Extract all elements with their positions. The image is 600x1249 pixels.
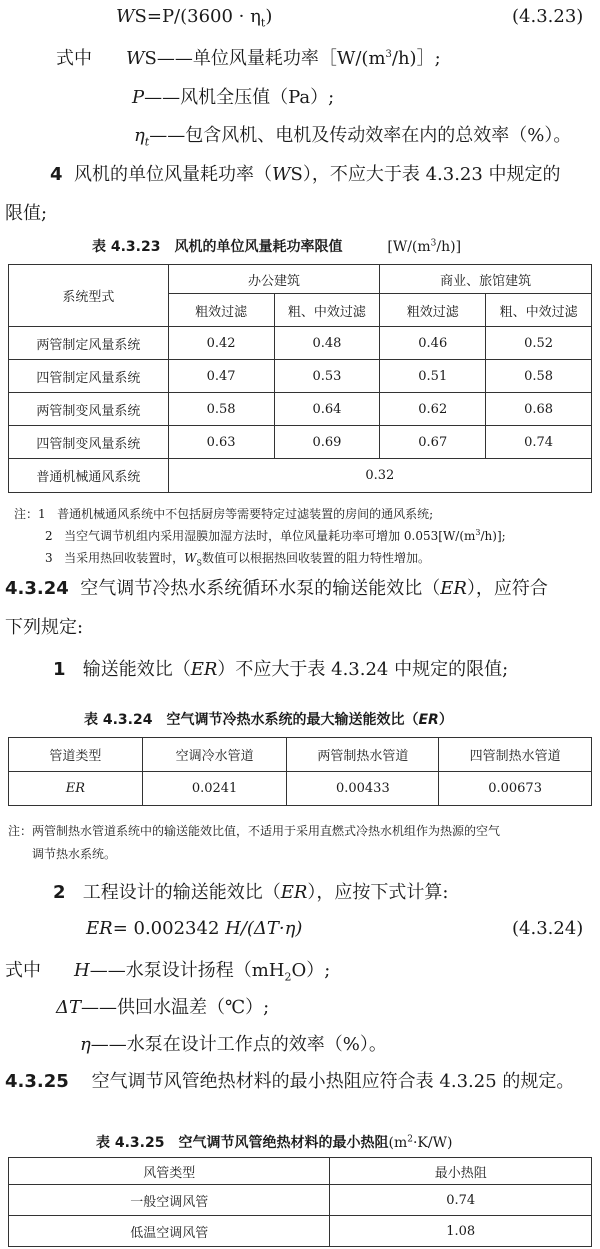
header-chilled-water: 空调冷水管道: [142, 738, 287, 772]
caption-unit: [387, 239, 461, 255]
caption-text: 表 4.3.23 风机的单位风量耗功率限值: [92, 239, 343, 255]
row-name: 低温空调风管: [9, 1216, 330, 1247]
clause-4-line1: [50, 160, 561, 186]
equation-4-3-23: [116, 6, 272, 30]
cell-value: 0.64: [274, 393, 380, 426]
where-label: 式中: [56, 48, 92, 69]
header-coarse: 粗效过滤: [380, 294, 486, 327]
def-h: [74, 956, 330, 984]
row-name: [9, 772, 143, 806]
cell-value: 0.46: [380, 327, 486, 360]
table-4-3-25-caption: [96, 1132, 452, 1152]
note-prefix: 注：1: [14, 507, 46, 521]
cell-value: 0.74: [486, 426, 592, 459]
def-ws-desc: ——单位风量耗功率［W/(m: [156, 48, 386, 69]
note-var: W: [184, 551, 197, 565]
note-4-3-24-line2: 调节热水系统。: [32, 847, 117, 861]
eq-var: W: [116, 6, 135, 27]
def-p: [132, 83, 334, 109]
clause-4-3-24-2: [53, 878, 448, 904]
def-eta-desc: ——包含风机、电机及传动效率在内的总效率（%）。: [149, 125, 572, 146]
note-text: 当采用热回收装置时，: [64, 551, 185, 565]
clause-4-3-24-1: [53, 655, 508, 681]
clause-var: ER: [190, 659, 218, 680]
def-eta-sub: t: [144, 135, 150, 149]
def-eta-var: η: [134, 125, 145, 146]
caption-unit: [388, 1135, 452, 1151]
equation-number: (4.3.23): [512, 6, 584, 27]
header-medium: 粗、中效过滤: [486, 294, 592, 327]
cell-value: 0.48: [274, 327, 380, 360]
note-number: 2: [45, 529, 53, 543]
section-4-3-24-line1: [5, 574, 548, 600]
def-h-var: H: [74, 960, 90, 981]
clause-number: 4: [50, 164, 63, 185]
table-4-3-25: [8, 1157, 592, 1247]
cell-value: 0.0241: [142, 772, 287, 806]
note-number: 3: [45, 551, 53, 565]
table-row: [9, 1185, 592, 1216]
def-eta-var: η: [80, 1034, 91, 1055]
eq-rhs: =P/(3600 · η: [146, 6, 261, 27]
header-medium: 粗、中效过滤: [274, 294, 380, 327]
table-row: [9, 393, 592, 426]
header-system-type: 系统型式: [9, 265, 169, 327]
equation-number: (4.3.24): [512, 918, 584, 939]
cell-value: 0.68: [486, 393, 592, 426]
def-ws-sup: 3: [385, 49, 392, 60]
def-ws: [126, 44, 441, 70]
caption-unit-text: ·K/W): [412, 1135, 453, 1151]
def-dt: [56, 993, 269, 1019]
section-number: 4.3.25: [5, 1071, 69, 1092]
header-four-pipe-hot: 四管制热水管道: [439, 738, 592, 772]
eq-rhs-close: ): [265, 6, 273, 27]
caption-unit-text: /h)]: [436, 239, 462, 255]
eq-mid: = 0.002342: [112, 918, 226, 939]
note-3: [45, 549, 430, 567]
table-4-3-24-caption: [84, 709, 453, 729]
eq-sub: S: [134, 6, 147, 27]
cell-value: 0.53: [274, 360, 380, 393]
def-dt-desc: ——供回水温差（℃）;: [81, 997, 270, 1018]
clause-text: 输送能效比（: [82, 659, 191, 680]
row-name: 两管制定风量系统: [9, 327, 169, 360]
def-h-desc: ——水泵设计扬程（mH: [89, 960, 285, 981]
def-h-desc: O）;: [291, 960, 331, 981]
def-eta-2: [80, 1030, 387, 1056]
cell-value: 0.62: [380, 393, 486, 426]
table-row: [9, 1216, 592, 1247]
section-var: ER: [440, 578, 467, 599]
cell-value: 0.58: [486, 360, 592, 393]
header-commercial: 商业、旅馆建筑: [380, 265, 592, 294]
note-4-3-24-line1: 注：两管制热水管道系统中的输送能效比值，不适用于采用直燃式冷热水机组作为热源的空气: [8, 824, 501, 838]
table-row: [9, 426, 592, 459]
cell-value: 0.52: [486, 327, 592, 360]
header-two-pipe-hot: 两管制热水管道: [287, 738, 439, 772]
table-row: [9, 327, 592, 360]
header-office: 办公建筑: [168, 265, 380, 294]
note-2: [45, 527, 506, 544]
cell-value: 0.00673: [439, 772, 592, 806]
header-pipe-type: 管道类型: [9, 738, 143, 772]
row-name: 四管制变风量系统: [9, 426, 169, 459]
section-text: 空气调节风管绝热材料的最小热阻应符合表 4.3.25 的规定。: [91, 1071, 575, 1092]
note-text: /h)];: [480, 529, 506, 543]
note-1: [14, 505, 433, 522]
def-p-var: P: [132, 87, 145, 108]
def-p-desc: ——风机全压值（Pa）;: [144, 87, 335, 108]
eq-rest: /(ΔT·η): [240, 918, 303, 939]
table-4-3-24: [8, 737, 592, 806]
header-coarse: 粗效过滤: [168, 294, 274, 327]
note-text: 当空气调节机组内采用湿膜加湿方法时，单位风量耗功率可增加 0.053[W/(m: [64, 529, 476, 543]
clause-text: ）不应大于表 4.3.24 中规定的限值;: [217, 659, 509, 680]
note-sup: 3: [475, 528, 481, 537]
caption-text: ）: [438, 712, 453, 728]
clause-4-line2: 限值;: [5, 203, 48, 224]
table-row: [9, 459, 592, 493]
cell-value: 0.63: [168, 426, 274, 459]
cell-value: 0.69: [274, 426, 380, 459]
section-text: 空气调节冷热水系统循环水泵的输送能效比（: [80, 578, 441, 599]
eq-h: H: [225, 918, 241, 939]
clause-var: W: [271, 164, 291, 185]
cell-value: 0.00433: [287, 772, 439, 806]
caption-unit-text: [W/(m: [387, 239, 431, 255]
cell-value: 0.51: [380, 360, 486, 393]
caption-unit-sup: 2: [407, 1134, 413, 1145]
caption-text: 表 4.3.25 空气调节风管绝热材料的最小热阻: [96, 1135, 389, 1151]
def-ws-tail: /h)］;: [391, 48, 441, 69]
caption-unit-sup: 3: [430, 238, 437, 249]
note-text: 普通机械通风系统中不包括厨房等需要特定过滤装置的房间的通风系统;: [57, 507, 434, 521]
def-eta-desc: ——水泵在设计工作点的效率（%）。: [90, 1034, 387, 1055]
cell-value: 0.74: [330, 1185, 592, 1216]
clause-number: 2: [53, 882, 66, 903]
where-label: 式中: [5, 960, 41, 981]
clause-sub: S: [290, 164, 303, 185]
section-4-3-25: [5, 1067, 574, 1093]
section-4-3-24-line2: 下列规定:: [5, 617, 84, 638]
caption-unit-text: (m: [388, 1135, 408, 1151]
cell-value: 0.47: [168, 360, 274, 393]
row-name: 四管制定风量系统: [9, 360, 169, 393]
clause-text: ），应按下式计算:: [307, 882, 449, 903]
row-name: 两管制变风量系统: [9, 393, 169, 426]
cell-value: 1.08: [330, 1216, 592, 1247]
caption-var: ER: [418, 712, 439, 728]
equation-4-3-24: [86, 918, 302, 939]
clause-number: 1: [53, 659, 66, 680]
table-4-3-23: [8, 264, 592, 493]
note-text: 数值可以根据热回收装置的阻力特性增加。: [201, 551, 430, 565]
table-4-3-23-caption: [92, 236, 461, 256]
def-h-sub: 2: [284, 970, 292, 984]
def-dt-var: ΔT: [56, 997, 82, 1018]
def-ws-sub: S: [144, 48, 157, 69]
def-eta: [134, 121, 571, 149]
eq-rhs-sub: t: [260, 16, 266, 30]
header-duct-type: 风管类型: [9, 1158, 330, 1185]
row-name: 一般空调风管: [9, 1185, 330, 1216]
caption-text: 表 4.3.24 空气调节冷热水系统的最大输送能效比（: [84, 712, 419, 728]
clause-text: 工程设计的输送能效比（: [82, 882, 281, 903]
def-ws-var: W: [126, 48, 145, 69]
cell-value: 0.42: [168, 327, 274, 360]
row-label-er: ER: [65, 781, 85, 796]
clause-text: 风机的单位风量耗功率（: [73, 164, 272, 185]
table-row: [9, 772, 592, 806]
note-sub: S: [196, 558, 202, 568]
cell-value: 0.58: [168, 393, 274, 426]
cell-value: 0.32: [168, 459, 591, 493]
row-name: 普通机械通风系统: [9, 459, 169, 493]
section-text: ），应符合: [466, 578, 548, 599]
clause-text: ），不应大于表 4.3.23 中规定的: [302, 164, 561, 185]
eq-lhs: ER: [86, 918, 113, 939]
cell-value: 0.67: [380, 426, 486, 459]
section-number: 4.3.24: [5, 578, 69, 599]
clause-var: ER: [280, 882, 308, 903]
header-min-resistance: 最小热阻: [330, 1158, 592, 1185]
table-row: [9, 360, 592, 393]
